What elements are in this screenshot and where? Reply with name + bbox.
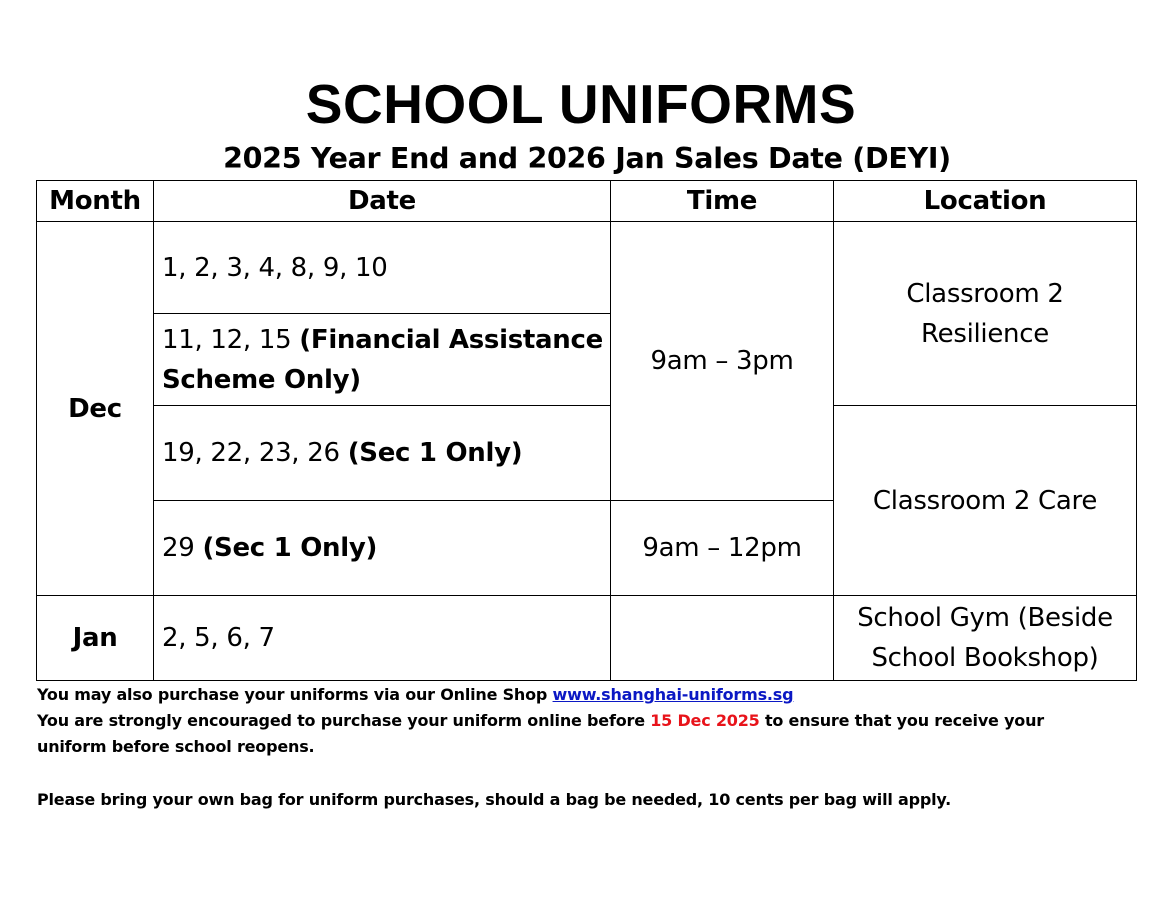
date-cell (154, 406, 611, 501)
date-cell (154, 222, 611, 314)
header-location: Location (834, 181, 1137, 222)
month-cell-dec: Dec (37, 222, 154, 596)
deadline-text-before: You are strongly encouraged to purchase your uniform online before (37, 711, 651, 730)
page-subtitle: 2025 Year End and 2026 Jan Sales Date (DEYI) (223, 142, 951, 175)
deadline-date: 15 Dec 2025 (650, 711, 760, 730)
table-row (37, 596, 1137, 681)
table-row (37, 406, 1137, 501)
location-cell (834, 596, 1137, 681)
header-date: Date (154, 181, 611, 222)
purchase-deadline-note (37, 708, 1047, 760)
location-text: School Gym (Beside School Bookshop) (857, 603, 1113, 673)
location-cell (834, 406, 1137, 596)
date-text: 11, 12, 15 (162, 324, 300, 355)
online-shop-note (37, 682, 1047, 708)
online-shop-link[interactable]: www.shanghai-uniforms.sg (552, 685, 794, 704)
page-title: SCHOOL UNIFORMS (305, 73, 857, 135)
online-shop-text: You may also purchase your uniforms via our Online Shop (37, 685, 553, 704)
time-cell (611, 596, 834, 681)
date-note: (Sec 1 Only) (202, 533, 378, 563)
deadline-text-after: to ensure that you receive your uniform before school reopens. (37, 711, 1044, 756)
date-text: 2, 5, 6, 7 (162, 623, 275, 653)
header-month: Month (37, 181, 154, 222)
date-cell (154, 596, 611, 681)
date-cell (154, 501, 611, 596)
date-note: (Financial Assistance Scheme Only) (162, 324, 603, 395)
date-text: 1, 2, 3, 4, 8, 9, 10 (162, 252, 388, 283)
date-cell (154, 314, 611, 406)
footer-notes (37, 682, 1047, 813)
spacer (37, 760, 1047, 787)
time-cell: 9am – 3pm (611, 222, 834, 501)
month-cell-jan: Jan (37, 596, 154, 681)
bag-note: Please bring your own bag for uniform purchases, should a bag be needed, 10 cents per bag will apply. (37, 790, 952, 809)
location-text: Classroom 2 Care (872, 485, 1098, 516)
table-row (37, 222, 1137, 314)
table-header-row (37, 181, 1137, 222)
location-text: Classroom 2 Resilience (906, 278, 1064, 349)
sales-schedule-table (36, 180, 1137, 681)
date-text: 19, 22, 23, 26 (162, 438, 348, 468)
header-time: Time (611, 181, 834, 222)
date-text: 29 (162, 533, 203, 563)
location-cell (834, 222, 1137, 406)
time-cell: 9am – 12pm (611, 501, 834, 596)
date-note: (Sec 1 Only) (347, 438, 523, 468)
